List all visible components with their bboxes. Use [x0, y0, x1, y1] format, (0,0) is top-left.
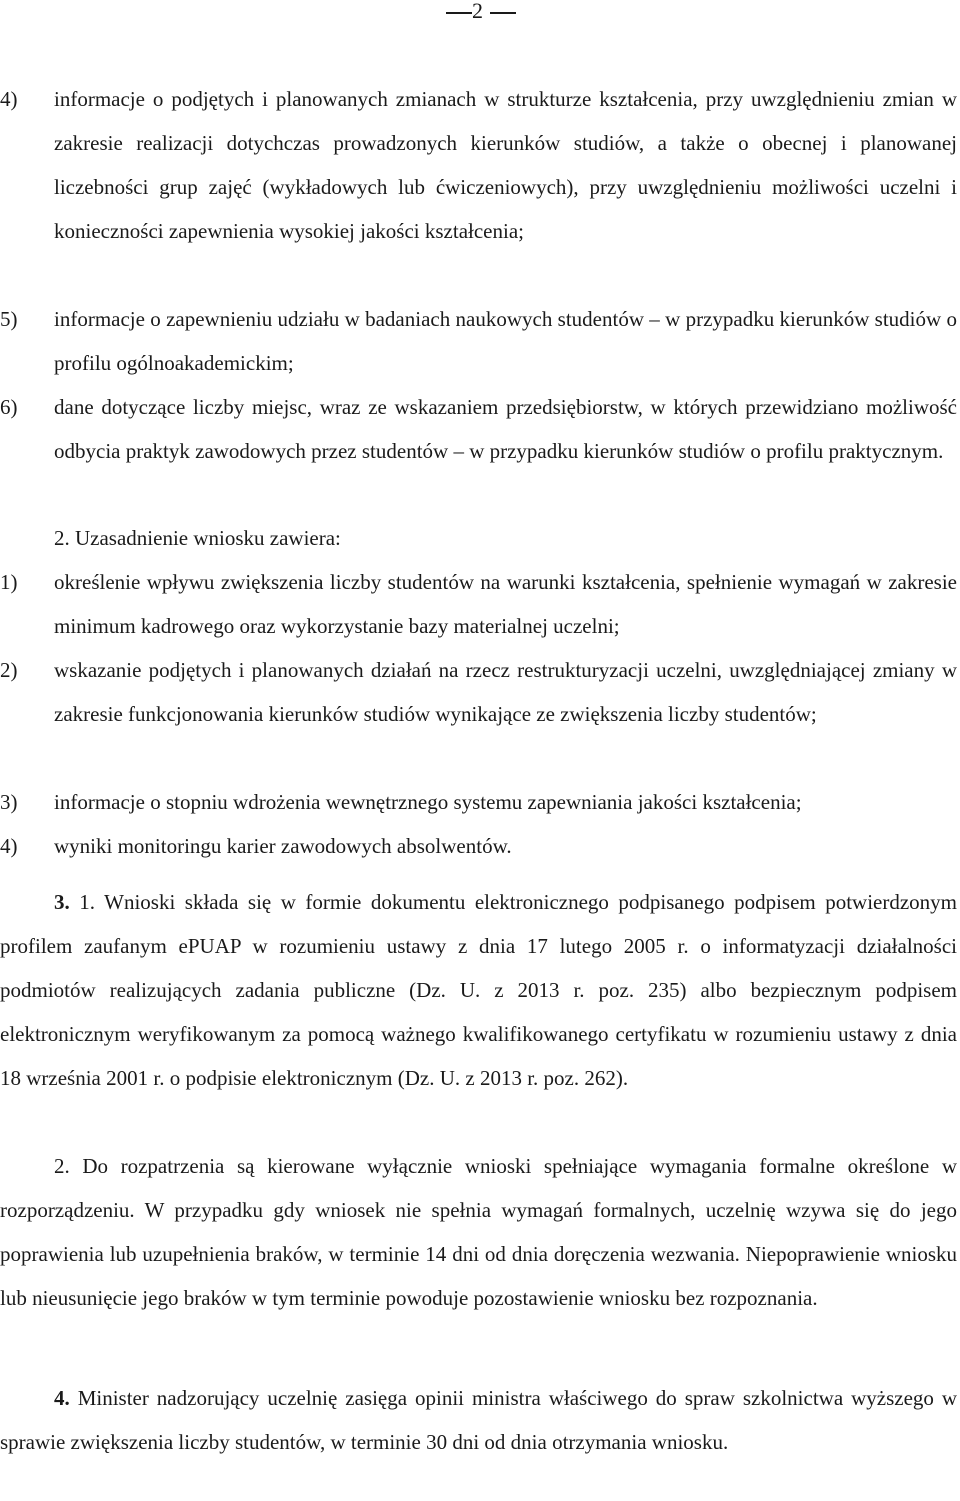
- list-item-number: 4): [0, 87, 18, 111]
- paragraph-text: Do rozpatrzenia są kierowane wyłącznie wnioski spełniające wymagania formalne określone w rozporządzeniu. W przypadku gdy wniosek nie spełnia wymagań formalnych, uczelnię wzywa się do jego poprawienia lub uzupełnienia braków, w terminie 14 dni od dnia doręczenia wezwania. Niepoprawienie wniosku lub nieusunięcie jego braków w tym terminie powoduje pozostawienie wniosku bez rozpoznania.: [0, 1154, 958, 1310]
- list-item-text: dane dotyczące liczby miejsc, wraz ze wskazaniem przedsiębiorstw, w których przewidziano możliwość odbycia praktyk zawodowych przez studentów – w przypadku kierunków studiów o profilu praktycznym.: [54, 395, 957, 463]
- list-item-text: informacje o stopniu wdrożenia wewnętrznego systemu zapewniania jakości kształcenia;: [54, 790, 802, 814]
- list-item-text: informacje o podjętych i planowanych zmianach w strukturze kształcenia, przy uwzględnieniu zmian w zakresie realizacji dotychczas prowadzonych kierunków studiów, a także o obecnej i planowanej liczebności grup zajęć (wykładowych lub ćwiczeniowych), przy uwzględnieniu możliwości uczelni i konieczności zapewnienia wysokiej jakości kształcenia;: [54, 87, 957, 243]
- list-item-text: wyniki monitoringu karier zawodowych absolwentów.: [54, 834, 512, 858]
- paragraph-text: Wnioski składa się w formie dokumentu elektronicznego podpisanego podpisem potwierdzonym profilem zaufanym ePUAP w rozumieniu ustawy z dnia 17 lutego 2005 r. o informatyzacji działalności podmiotów realizujących zadania publiczne (Dz. U. z 2013 r. poz. 235) albo bezpiecznym podpisem elektronicznym weryfikowanym za pomocą ważnego kwalifikowanego certyfikatu w rozumieniu ustawy z dnia 18 września 2001 r. o podpisie elektronicznym (Dz. U. z 2013 r. poz. 262).: [0, 890, 958, 1090]
- list-item-text: wskazanie podjętych i planowanych działań na rzecz restrukturyzacji uczelni, uwzględniającej zmiany w zakresie funkcjonowania kierunków studiów wynikające ze zwiększenia liczby studentów;: [54, 658, 957, 726]
- subsection-text: Uzasadnienie wniosku zawiera:: [75, 526, 341, 550]
- section-number: 3.: [54, 890, 70, 914]
- list-item-number: 6): [0, 395, 18, 419]
- subsection-heading: [54, 516, 341, 560]
- list-item-text: określenie wpływu zwiększenia liczby studentów na warunki kształcenia, spełnienie wymagań w zakresie minimum kadrowego oraz wykorzystanie bazy materialnej uczelni;: [54, 570, 957, 638]
- subsection-number: 2.: [54, 526, 70, 550]
- paragraph-text: Minister nadzorujący uczelnię zasięga opinii ministra właściwego do spraw szkolnictwa wyższego w sprawie zwiększenia liczby studentów, w terminie 30 dni od dnia otrzymania wniosku.: [0, 1386, 958, 1454]
- header-dash-left: [446, 12, 472, 14]
- list-item-number: 3): [0, 790, 18, 814]
- list-item-number: 4): [0, 834, 18, 858]
- list-item-text: informacje o zapewnieniu udziału w badaniach naukowych studentów – w przypadku kierunków studiów o profilu ogólnoakademickim;: [54, 307, 957, 375]
- section-3-paragraph-1: [0, 880, 957, 1100]
- section-4-paragraph: [0, 1376, 957, 1464]
- section-3-paragraph-2: [0, 1144, 957, 1320]
- list-item-number: 5): [0, 307, 18, 331]
- paragraph-number: 2.: [54, 1154, 70, 1178]
- page-number: 2: [472, 0, 483, 23]
- header-dash-right: [490, 12, 516, 14]
- section-number: 4.: [54, 1386, 70, 1410]
- paragraph-number: 1.: [79, 890, 95, 914]
- list-item-number: 2): [0, 658, 18, 682]
- list-item-number: 1): [0, 570, 18, 594]
- page-header: [0, 0, 960, 30]
